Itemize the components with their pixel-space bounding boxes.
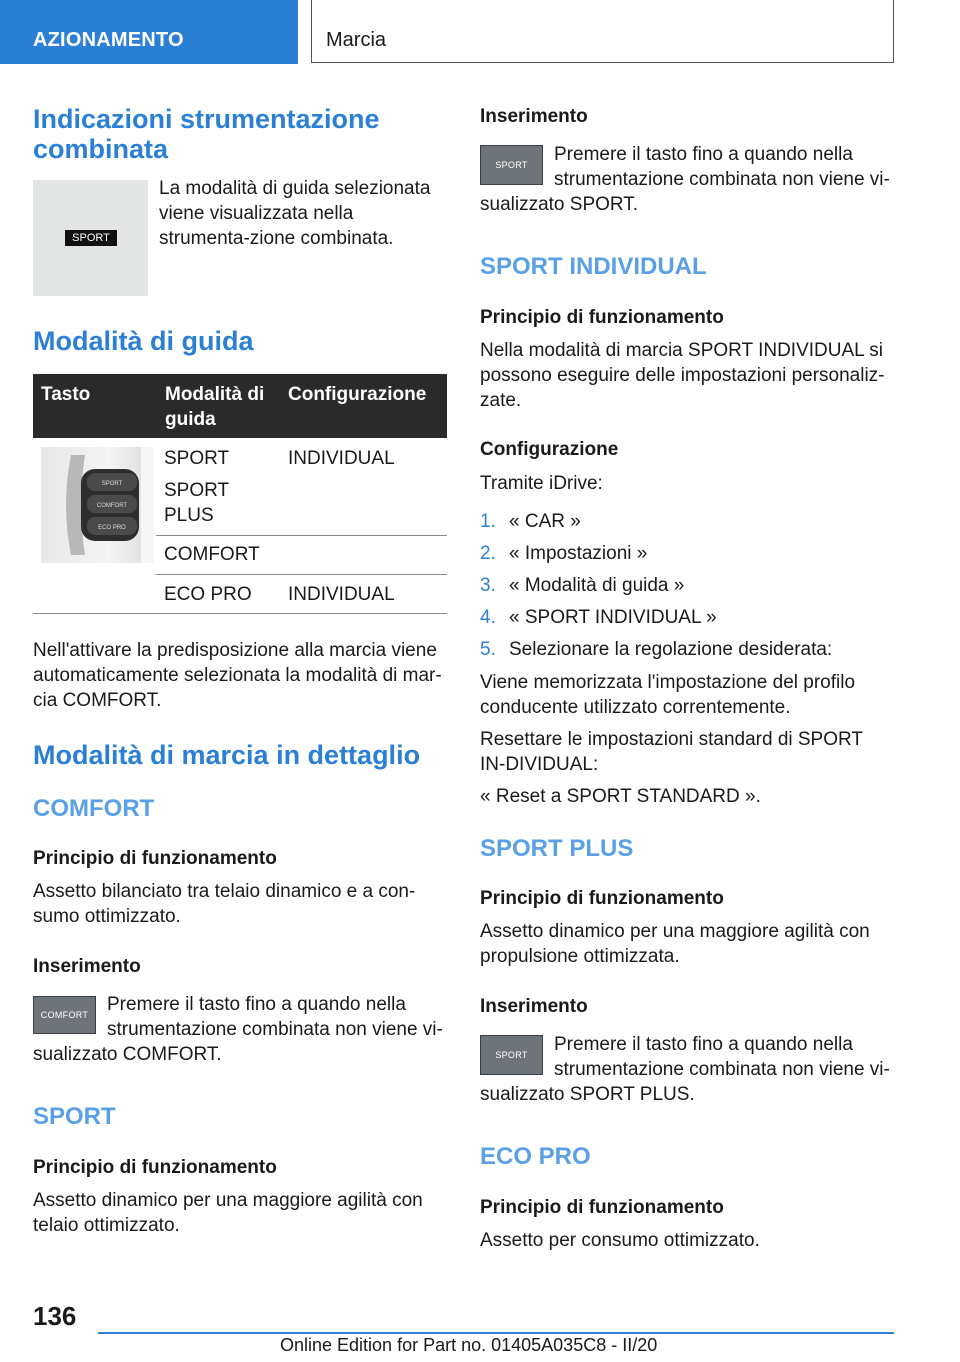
section-title: AZIONAMENTO: [33, 29, 184, 51]
comfort-principle-heading: Principio di funzionamento: [33, 848, 277, 869]
step-text: « SPORT INDIVIDUAL »: [509, 607, 717, 628]
footer-rule: [98, 1332, 894, 1334]
table-cell-mode-sport: SPORT: [164, 448, 230, 469]
individual-principle-text: Nella modalità di marcia SPORT INDIVIDUAL si possono eseguire delle impostazioni personaliz-zate.: [480, 340, 885, 411]
table-cell-mode-sport-plus: SPORT PLUS: [164, 480, 229, 526]
heading-drive-modes: Modalità di guida: [33, 326, 254, 356]
sport-insert-heading: Inserimento: [480, 106, 588, 127]
step-number: 1.: [480, 511, 496, 532]
table-cell-mode-ecopro: ECO PRO: [164, 584, 252, 605]
heading-comfort: COMFORT: [33, 795, 155, 822]
comfort-button-icon: COMFORT: [33, 996, 96, 1034]
plus-principle-text: Assetto dinamico per una maggiore agilità con propulsione ottimizzata.: [480, 921, 870, 967]
comfort-insert-line3: sualizzato COMFORT.: [33, 1044, 222, 1065]
sport-display-label: SPORT: [65, 230, 117, 246]
table-divider: [156, 574, 447, 575]
chapter-title: Marcia: [326, 29, 387, 51]
individual-config-heading: Configurazione: [480, 439, 619, 460]
section-tab: [0, 0, 298, 64]
table-cell-config-ecopro: INDIVIDUAL: [288, 584, 395, 605]
sport-insert-line1: Premere il tasto fino a quando nella: [554, 144, 853, 165]
step-text: Selezionare la regolazione desiderata:: [509, 639, 833, 660]
heading-sport: SPORT: [33, 1103, 116, 1130]
plus-insert-line2: strumentazione combinata non viene vi-: [554, 1059, 890, 1080]
plus-insert-heading: Inserimento: [480, 996, 588, 1017]
sport-insert-line2: strumentazione combinata non viene vi-: [554, 169, 890, 190]
heading-eco-pro: ECO PRO: [480, 1143, 591, 1170]
instrument-display-image: [33, 180, 148, 296]
step-text: « CAR »: [509, 511, 581, 532]
table-bottom-line: [33, 613, 447, 614]
eco-principle-text: Assetto per consumo ottimizzato.: [480, 1230, 760, 1251]
plus-insert-line3: sualizzato SPORT PLUS.: [480, 1084, 695, 1105]
note-text: Nell'attivare la predisposizione alla marcia viene automaticamente selezionata la modalità di mar-cia COMFORT.: [33, 640, 442, 711]
col-header-config: Configurazione: [288, 384, 427, 405]
sport-principle-text: Assetto dinamico per una maggiore agilità con telaio ottimizzato.: [33, 1190, 423, 1236]
step-number: 3.: [480, 575, 496, 596]
table-cell-config-sport: INDIVIDUAL: [288, 448, 395, 469]
comfort-insert-line1: Premere il tasto fino a quando nella: [107, 994, 406, 1015]
individual-principle-heading: Principio di funzionamento: [480, 307, 724, 328]
step-number: 5.: [480, 639, 496, 660]
individual-saved-text: Viene memorizzata l'impostazione del profilo conducente utilizzato correntemente.: [480, 672, 856, 718]
chapter-tab: [311, 0, 894, 63]
individual-via-text: Tramite iDrive:: [480, 473, 603, 494]
step-number: 2.: [480, 543, 496, 564]
heading-instrument-cluster: Indicazioni strumentazione combinata: [33, 104, 380, 164]
comfort-insert-line2: strumentazione combinata non viene vi-: [107, 1019, 443, 1040]
sport-principle-heading: Principio di funzionamento: [33, 1157, 277, 1178]
comfort-insert-heading: Inserimento: [33, 956, 141, 977]
step-text: « Modalità di guida »: [509, 575, 685, 596]
individual-reset-text: Resettare le impostazioni standard di SPORT IN-DIVIDUAL:: [480, 729, 863, 775]
heading-sport-individual: SPORT INDIVIDUAL: [480, 253, 707, 280]
comfort-principle-text: Assetto bilanciato tra telaio dinamico e a con-sumo ottimizzato.: [33, 881, 416, 927]
table-divider: [156, 535, 447, 536]
plus-principle-heading: Principio di funzionamento: [480, 888, 724, 909]
mode-buttons-drawing: [41, 447, 154, 563]
page-number: 136: [33, 1301, 77, 1331]
heading-modes-detail: Modalità di marcia in dettaglio: [33, 740, 421, 770]
edition-text: Online Edition for Part no. 01405A035C8 - II/20: [280, 1335, 658, 1355]
table-header: [33, 374, 447, 438]
heading-sport-plus: SPORT PLUS: [480, 835, 634, 862]
col-header-mode: Modalità di guida: [165, 384, 265, 430]
eco-principle-heading: Principio di funzionamento: [480, 1197, 724, 1218]
instrument-text: La modalità di guida selezionata viene visualizzata nella strumenta-zione combinata.: [159, 178, 431, 249]
mode-buttons-image: [41, 447, 154, 563]
btn-label-ecopro: ECO PRO: [98, 525, 126, 531]
individual-reset-command: « Reset a SPORT STANDARD ».: [480, 786, 761, 807]
step-number: 4.: [480, 607, 496, 628]
table-cell-mode-comfort: COMFORT: [164, 544, 260, 565]
col-header-button: Tasto: [41, 384, 91, 405]
sport-button-icon: SPORT: [480, 145, 543, 185]
sport-plus-button-icon: SPORT: [480, 1035, 543, 1075]
step-text: « Impostazioni »: [509, 543, 648, 564]
plus-insert-line1: Premere il tasto fino a quando nella: [554, 1034, 853, 1055]
btn-label-sport: SPORT: [101, 481, 123, 487]
btn-label-comfort: COMFORT: [96, 503, 128, 509]
sport-insert-line3: sualizzato SPORT.: [480, 194, 639, 215]
